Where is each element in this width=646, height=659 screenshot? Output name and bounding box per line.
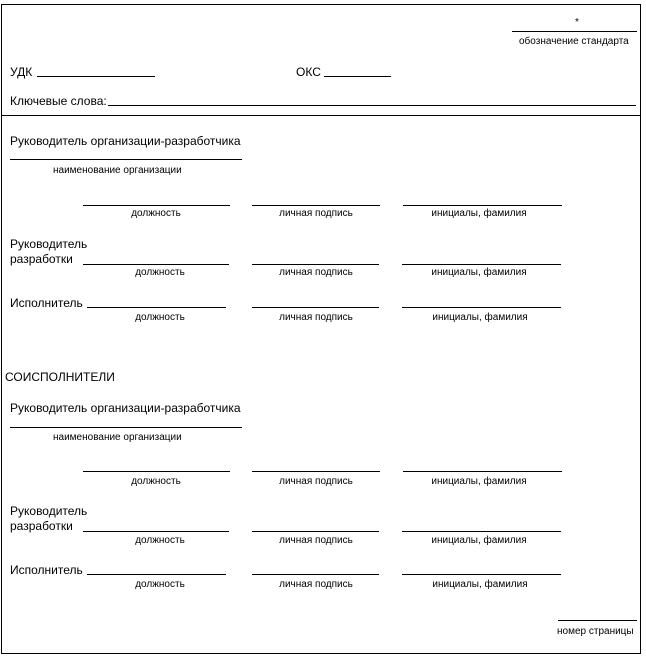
name-caption: инициалы, фамилия <box>431 267 527 278</box>
oks-field[interactable] <box>324 76 391 77</box>
signature-field[interactable] <box>252 307 379 308</box>
name-caption: инициалы, фамилия <box>431 208 527 219</box>
name-caption: инициалы, фамилия <box>432 579 528 590</box>
signature-caption: личная подпись <box>279 312 353 323</box>
name-field[interactable] <box>402 531 561 532</box>
position-caption: должность <box>135 535 185 546</box>
name-field[interactable] <box>402 307 561 308</box>
position-field[interactable] <box>83 531 229 532</box>
signature-caption: личная подпись <box>279 579 353 590</box>
signature-field[interactable] <box>252 574 379 575</box>
standard-designation-caption: обозначение стандарта <box>519 36 629 47</box>
org-name-caption: наименование организации <box>53 165 182 176</box>
position-field[interactable] <box>83 205 230 206</box>
udk-field[interactable] <box>37 76 155 77</box>
position-caption: должность <box>135 579 185 590</box>
org-head-label: Руководитель организации-разработчика <box>10 401 241 415</box>
udk-label: УДК <box>10 65 33 79</box>
org-name-caption: наименование организации <box>53 432 182 443</box>
signature-caption: личная подпись <box>279 267 353 278</box>
signature-field[interactable] <box>252 531 379 532</box>
position-caption: должность <box>131 208 181 219</box>
position-field[interactable] <box>87 574 226 575</box>
executor-label: Исполнитель <box>10 296 83 310</box>
position-caption: должность <box>131 476 181 487</box>
name-field[interactable] <box>403 205 562 206</box>
dev-lead-label-line2: разработки <box>10 252 73 266</box>
standard-designation-line[interactable] <box>512 31 637 32</box>
keywords-label: Ключевые слова: <box>10 94 107 108</box>
name-field[interactable] <box>403 471 562 472</box>
signature-caption: личная подпись <box>279 476 353 487</box>
position-field[interactable] <box>87 307 226 308</box>
org-head-label: Руководитель организации-разработчика <box>10 134 241 148</box>
page-number-field[interactable] <box>558 620 637 621</box>
coexecutors-heading: СОИСПОЛНИТЕЛИ <box>5 370 115 384</box>
name-caption: инициалы, фамилия <box>431 535 527 546</box>
signature-field[interactable] <box>252 264 379 265</box>
signature-caption: личная подпись <box>279 535 353 546</box>
executor-label: Исполнитель <box>10 563 83 577</box>
page-number-caption: номер страницы <box>557 626 634 637</box>
standard-star: * <box>575 17 579 28</box>
signature-field[interactable] <box>252 205 380 206</box>
signature-field[interactable] <box>252 471 380 472</box>
signature-caption: личная подпись <box>279 208 353 219</box>
name-caption: инициалы, фамилия <box>432 312 528 323</box>
keywords-field[interactable] <box>108 105 636 106</box>
position-field[interactable] <box>83 264 229 265</box>
oks-label: ОКС <box>296 65 321 79</box>
dev-lead-label-line2: разработки <box>10 519 73 533</box>
org-name-field[interactable] <box>10 427 242 428</box>
name-field[interactable] <box>402 574 561 575</box>
header-separator <box>1 115 641 116</box>
dev-lead-label-line1: Руководитель <box>10 237 88 251</box>
name-caption: инициалы, фамилия <box>431 476 527 487</box>
position-field[interactable] <box>83 471 230 472</box>
name-field[interactable] <box>402 264 561 265</box>
position-caption: должность <box>135 267 185 278</box>
org-name-field[interactable] <box>10 159 242 160</box>
position-caption: должность <box>135 312 185 323</box>
dev-lead-label-line1: Руководитель <box>10 504 88 518</box>
